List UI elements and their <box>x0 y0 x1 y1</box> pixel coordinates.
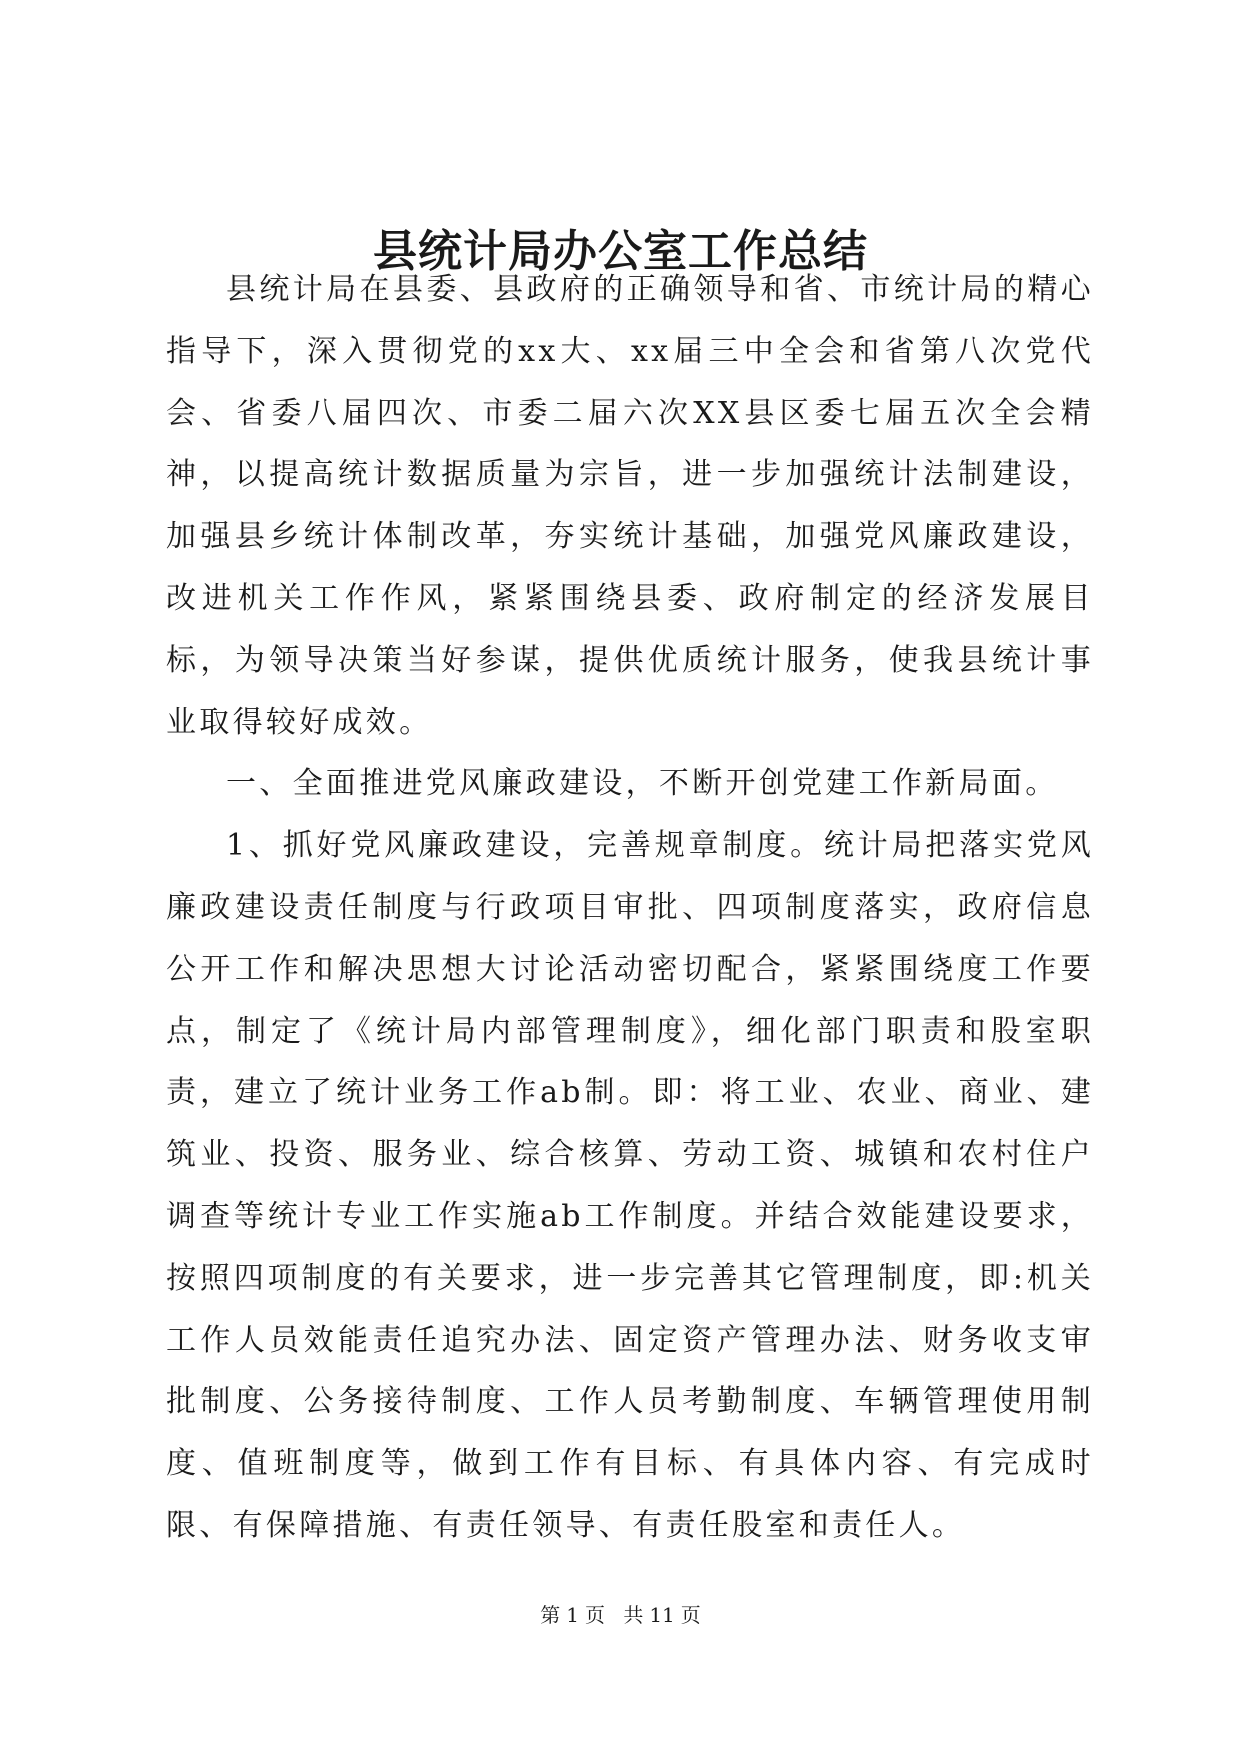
total-prefix: 共 <box>623 1603 644 1627</box>
paragraph-item-1: 1、抓好党风廉政建设，完善规章制度。统计局把落实党风廉政建设责任制度与行政项目审批、四项制度落实，政府信息公开工作和解决思想大讨论活动密切配合，紧紧围绕度工作要点，制定了《统计局内部管理制度》，细化部门职责和股室职责，建立了统计业务工作ab制。即：将工业、农业、商业、建筑业、投资、服务业、综合核算、劳动工资、城镇和农村住户调查等统计专业工作实施ab工作制度。并结合效能建设要求，按照四项制度的有关要求，进一步完善其它管理制度，即:机关工作人员效能责任追究办法、固定资产管理办法、财务收支审批制度、公务接待制度、工作人员考勤制度、车辆管理使用制度、值班制度等，做到工作有目标、有具体内容、有完成时限、有保障措施、有责任领导、有责任股室和责任人。 <box>166 828 1094 1543</box>
page-footer <box>0 1600 1241 1630</box>
page-number: 1 <box>566 1603 579 1627</box>
document-body <box>166 259 1094 1557</box>
page-indicator <box>537 1603 608 1627</box>
total-indicator <box>620 1603 703 1627</box>
paragraph-intro: 县统计局在县委、县政府的正确领导和省、市统计局的精心指导下，深入贯彻党的xx大、xx届三中全会和省第八次党代会、省委八届四次、市委二届六次XX县区委七届五次全会精神，以提高统计数据质量为宗旨，进一步加强统计法制建设，加强县乡统计体制改革，夯实统计基础，加强党风廉政建设，改进机关工作作风，紧紧围绕县委、政府制定的经济发展目标，为领导决策当好参谋，提供优质统计服务，使我县统计事业取得较好成效。 <box>166 272 1094 740</box>
page-suffix: 页 <box>584 1603 605 1627</box>
total-suffix: 页 <box>680 1603 701 1627</box>
paragraph-section-heading: 一、全面推进党风廉政建设，不断开创党建工作新局面。 <box>226 766 1059 802</box>
document-title: 县统计局办公室工作总结 <box>373 226 868 277</box>
total-pages: 11 <box>649 1603 675 1627</box>
page-prefix: 第 <box>540 1603 561 1627</box>
